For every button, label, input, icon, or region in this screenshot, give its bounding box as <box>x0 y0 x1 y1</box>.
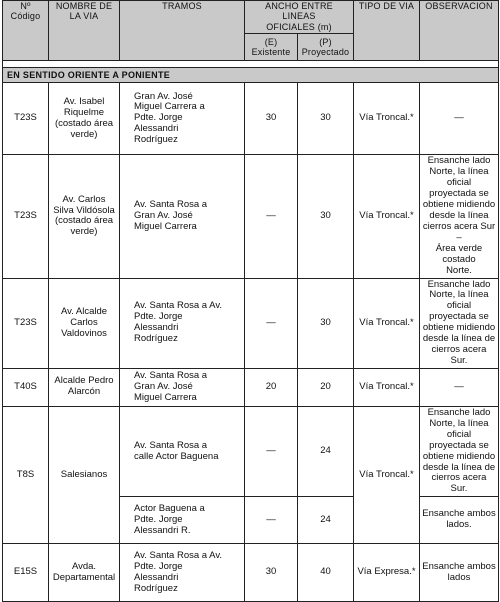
nombre-text: Av. Carlos Silva Vildósola (costado área verde) <box>53 193 115 238</box>
cell-tramo <box>120 368 245 406</box>
observacion-text: Ensanche lado Norte, la línea oficial proyectada se obtiene midiendo desde la línea de cierros acera Sur. <box>422 278 496 366</box>
cell-codigo <box>3 406 49 543</box>
cell-tipo <box>354 278 420 368</box>
cell-observacion <box>420 544 499 602</box>
header-existente <box>245 34 298 61</box>
header-nombre <box>49 1 120 61</box>
proyectado-text: 30 <box>320 316 331 328</box>
cell-tramo <box>120 406 245 496</box>
section-label: EN SENTIDO ORIENTE A PONIENTE <box>3 68 499 83</box>
cell-proyectado <box>298 83 354 155</box>
cell-tramo <box>120 544 245 602</box>
proyectado-text: 30 <box>320 209 331 221</box>
cell-nombre <box>49 278 120 368</box>
cell-codigo <box>3 278 49 368</box>
table-row <box>3 155 499 278</box>
cell-proyectado <box>298 497 354 544</box>
nombre-text: Av. Isabel Riquelme (costado área verde) <box>54 96 114 140</box>
cell-proyectado <box>298 278 354 368</box>
cell-existente <box>245 497 298 544</box>
existente-text: 30 <box>265 566 277 578</box>
header-gap <box>3 61 499 68</box>
tramo-text: Av. Santa Rosa a Gran Av. José Miguel Carrera <box>134 199 208 232</box>
header-codigo <box>3 1 49 61</box>
header-codigo-text: Nº Código <box>10 1 41 22</box>
cell-observacion <box>420 406 499 496</box>
header-proyectado-text: (P) Proyectado <box>301 36 350 58</box>
existente-text: — <box>266 316 276 328</box>
cell-nombre <box>49 83 120 155</box>
header-tipo <box>354 1 420 61</box>
codigo-text: T23S <box>14 209 37 221</box>
cell-nombre <box>49 368 120 406</box>
observacion-text: Ensanche lado Norte, la línea oficial proyectada se obtiene midiendo desde la línea cierros acera Sur – Área verde costado Norte. <box>422 155 496 276</box>
cell-codigo <box>3 155 49 278</box>
cell-tipo <box>354 368 420 406</box>
existente-text: — <box>266 513 276 525</box>
header-tramos-text: TRAMOS <box>162 1 202 11</box>
observacion-text: Ensanche lado Norte, la línea oficial proyectada se obtiene midiendo desde la línea de cierros acera Sur. <box>422 406 496 495</box>
cell-tipo <box>354 83 420 155</box>
cell-existente <box>245 278 298 368</box>
codigo-text: T23S <box>14 112 37 124</box>
header-gap-row <box>3 61 499 68</box>
cell-nombre <box>49 155 120 278</box>
cell-existente <box>245 406 298 496</box>
cell-codigo <box>3 368 49 406</box>
header-ancho <box>245 1 354 34</box>
codigo-text: E15S <box>13 566 38 578</box>
table-row <box>3 368 499 406</box>
codigo-text: T8S <box>16 468 35 480</box>
vias-table <box>2 0 499 602</box>
cell-existente <box>245 368 298 406</box>
codigo-text: T40S <box>14 380 37 392</box>
tipo-text: Vía Expresa.* <box>357 566 416 578</box>
header-observacion-text: OBSERVACION <box>425 1 493 11</box>
header-proyectado <box>298 34 354 61</box>
proyectado-text: 20 <box>320 380 331 392</box>
table-row <box>3 83 499 155</box>
tramo-text: Av. Santa Rosa a Av. Pdte. Jorge Alessandri Rodríguez <box>134 549 223 594</box>
tipo-text: Vía Troncal.* <box>359 380 414 392</box>
header-observacion <box>420 1 499 61</box>
cell-proyectado <box>298 155 354 278</box>
tramo-text: Av. Santa Rosa a calle Actor Baguena <box>134 439 219 462</box>
tipo-text: Vía Troncal.* <box>359 112 414 124</box>
cell-existente <box>245 544 298 602</box>
existente-text: 20 <box>265 380 277 392</box>
cell-tipo <box>354 155 420 278</box>
header-tramos <box>120 1 245 61</box>
cell-tramo <box>120 83 245 155</box>
cell-observacion <box>420 368 499 406</box>
cell-tramo <box>120 155 245 278</box>
header-nombre-text: NOMBRE DE LA VIA <box>55 1 113 22</box>
cell-nombre <box>49 406 120 543</box>
tipo-text: Vía Troncal.* <box>359 316 414 328</box>
codigo-text: T23S <box>14 316 37 328</box>
cell-codigo <box>3 83 49 155</box>
cell-proyectado <box>298 368 354 406</box>
header-existente-text: (E) Existente <box>251 36 291 58</box>
cell-proyectado <box>298 544 354 602</box>
tramo-text: Av. Santa Rosa a Av. Pdte. Jorge Alessandri Rodríguez <box>134 300 223 345</box>
table-row <box>3 544 499 602</box>
header-tipo-text: TIPO DE VIA <box>358 1 415 11</box>
table-row <box>3 406 499 496</box>
tramo-text: Av. Santa Rosa a Gran Av. José Miguel Carrera <box>134 370 208 403</box>
cell-existente <box>245 83 298 155</box>
cell-observacion <box>420 278 499 368</box>
tramo-text: Actor Baguena a Pdte. Jorge Alessandri R. <box>134 502 205 536</box>
proyectado-text: 24 <box>320 445 331 457</box>
observacion-text: — <box>454 380 464 392</box>
tipo-text: Vía Troncal.* <box>359 468 414 480</box>
header-ancho-text: ANCHO ENTRE LINEAS OFICIALES (m) <box>265 1 333 32</box>
tipo-text: Vía Troncal.* <box>359 209 414 221</box>
cell-tramo <box>120 497 245 544</box>
proyectado-text: 40 <box>320 566 331 578</box>
proyectado-text: 30 <box>320 112 331 124</box>
cell-observacion <box>420 497 499 544</box>
cell-existente <box>245 155 298 278</box>
existente-text: 30 <box>265 112 277 124</box>
nombre-text: Avda. Departamental <box>52 560 116 583</box>
nombre-text: Av. Alcalde Carlos Valdovinos <box>60 305 108 339</box>
proyectado-text: 24 <box>320 513 331 525</box>
existente-text: — <box>266 209 276 221</box>
cell-tipo <box>354 544 420 602</box>
existente-text: — <box>266 445 276 457</box>
cell-codigo <box>3 544 49 602</box>
observacion-text: Ensanche ambos lados. <box>422 508 496 531</box>
cell-observacion <box>420 83 499 155</box>
cell-observacion <box>420 155 499 278</box>
table-row <box>3 278 499 368</box>
cell-tipo <box>354 406 420 543</box>
tramo-text: Gran Av. José Miguel Carrera a Pdte. Jorge Alessandri Rodríguez <box>134 90 205 146</box>
observacion-text: Ensanche ambos lados <box>422 560 496 583</box>
nombre-text: Salesianos <box>60 468 108 480</box>
cell-tramo <box>120 278 245 368</box>
observacion-text: — <box>454 112 464 124</box>
nombre-text: Alcalde Pedro Alarcón <box>54 375 114 398</box>
cell-nombre <box>49 544 120 602</box>
cell-proyectado <box>298 406 354 496</box>
